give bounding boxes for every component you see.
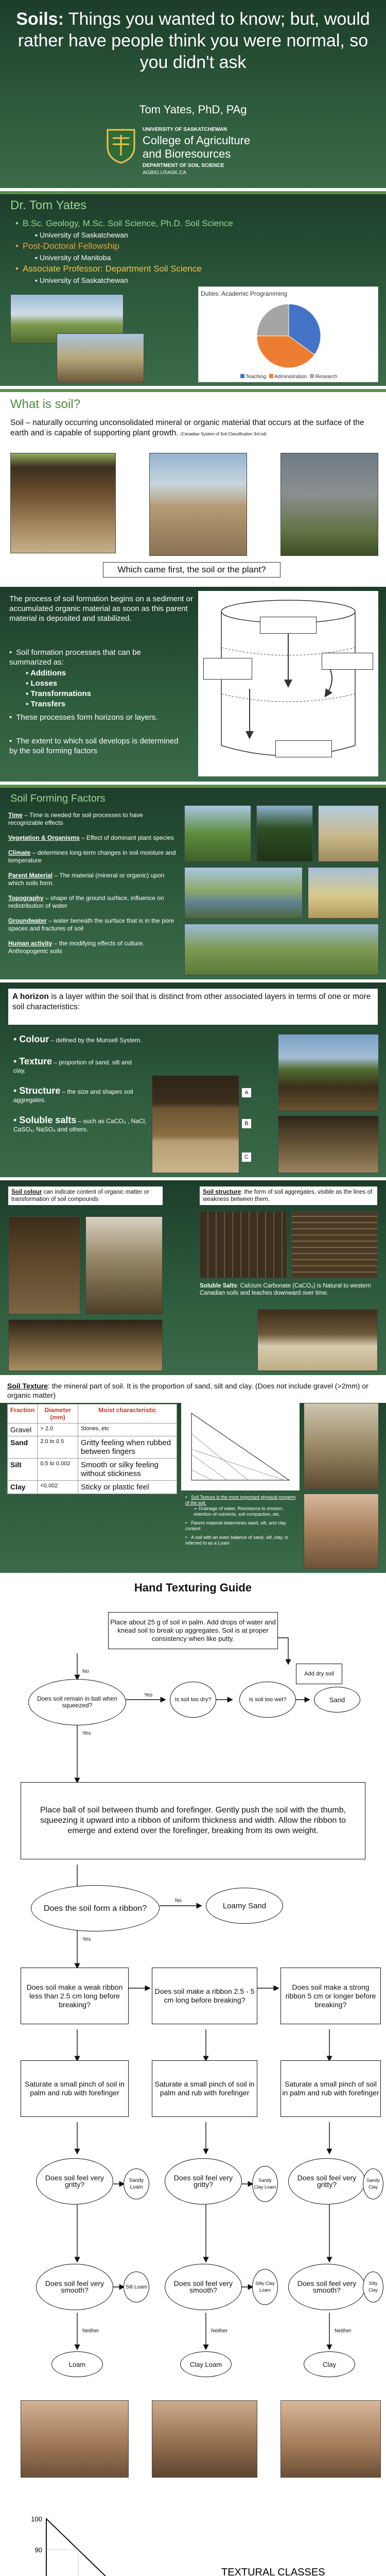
structure-photo — [200, 1211, 287, 1278]
soil-definition-citation: (Canadian System of Soil Classification 3rd ed) — [180, 432, 267, 436]
loamy-sand-oval: Loamy Sand — [206, 1888, 283, 1924]
process-losses: ▪ Losses — [26, 679, 58, 688]
bio-item-postdoc — [15, 241, 376, 252]
processes-intro-text: Soil formation processes that can be summarized as: — [9, 648, 141, 667]
remain-ball-oval: Does soil remain in ball when squeezed? — [28, 1679, 126, 1725]
texture-photo — [304, 1403, 379, 1489]
table-row: Silt 0.5 to 0.002 Smooth or silky feeling without stickiness — [8, 1459, 177, 1481]
process-list — [26, 668, 91, 709]
smooth-oval-2: Does soil feel very smooth? — [165, 2264, 242, 2310]
texture-slide — [0, 1378, 386, 1573]
title-bold: Soils: — [16, 9, 64, 29]
formation-intro: The process of soil formation begins on a sediment or accumulated organic material as soon as this parent material is deposited and stabilized. — [9, 595, 193, 623]
factors-list — [8, 811, 178, 955]
pie-chart — [199, 287, 379, 383]
small-texture-triangle — [181, 1403, 300, 1490]
colour-photo — [8, 1216, 80, 1314]
structure-photo-2 — [291, 1211, 378, 1278]
ribbon-instructions-box: Place ball of soil between thumb and forefinger. Gently push the soil with the thumb, squeezing it upward into a ribbon of uniform thickness and width. Allow the ribbon to emerge and extend over the forefinger, breaking from its own weight. — [21, 1782, 365, 1859]
horizons-text — [9, 713, 184, 722]
bio-item-professor-text: Associate Professor: Department Soil Science — [22, 264, 202, 274]
horizons-text-value: These processes form horizons or layers. — [16, 713, 158, 722]
silty-clay-loam-oval: Silty Clay Loam — [252, 2269, 278, 2305]
smooth-oval-1: Does soil feel very smooth? — [36, 2264, 113, 2310]
salts-photo — [257, 1309, 378, 1371]
deep-profile-photo — [278, 1115, 379, 1173]
process-transformations: ▪ Transformations — [26, 689, 92, 698]
silty-clay-oval: Silty Clay — [363, 2272, 383, 2302]
sand-oval: Sand — [314, 1687, 360, 1713]
process-transfers: ▪ Transfers — [26, 700, 66, 708]
process-additions: ▪ Additions — [26, 669, 66, 677]
bio-sub-degrees-text: University of Saskatchewan — [39, 231, 128, 239]
saturate-box-2: Saturate a small pinch of soil in palm and rub with forefinger — [152, 2060, 257, 2117]
y-tick-label: 100 — [31, 2515, 42, 2523]
table-row: Sand 2.0 to 0.5 Gritty feeling when rubbed between fingers — [8, 1436, 177, 1459]
factor-vegetation: Vegetation & Organisms – Effect of dominant plant species — [8, 834, 174, 841]
texture-triangle — [0, 2498, 386, 2576]
label-transfers: Transfers Organic and mineral materials moved from one layer to another — [203, 658, 252, 680]
guide-slide — [0, 1576, 386, 2576]
title-text: Things you wanted to know; but, would rather have people think you were normal, so you didn't ask — [17, 9, 370, 72]
label-losses: Losses Materials removed by leaching — [275, 740, 332, 757]
guide-title: Hand Texturing Guide — [134, 1581, 252, 1594]
author-name: Tom Yates, PhD, PAg — [139, 103, 247, 116]
extent-text — [9, 736, 184, 756]
formation-diagram — [198, 591, 378, 776]
factor-topography: Topography – shape of the ground surface, influence on redistribution of water — [8, 894, 164, 909]
label-yes-3: Yes — [82, 1937, 91, 1942]
label-neither-1: Neither — [82, 2328, 99, 2334]
horizon-label-b: B — [242, 1119, 251, 1128]
label-neither-3: Neither — [335, 2328, 352, 2334]
label-yes-2: Yes — [82, 1731, 91, 1736]
table-row: Gravel > 2.0 Stones, etc — [8, 1423, 177, 1436]
colour-structure-slide — [0, 1180, 386, 1375]
sandy-clay-loam-oval: Sandy Clay Loam — [252, 2166, 278, 2202]
bio-item-degrees-text: B.Sc. Geology, M.Sc. Soil Science, Ph.D. Soil Science — [22, 218, 233, 228]
note-importance: • Soil Texture is the most important physical property of the soil. — [185, 1495, 299, 1506]
legend-teaching: Teaching — [240, 374, 267, 380]
horizon-definition: A horizon is a layer within the soil that is distinct from other associated layers in terms of one or more soil characteristics: — [8, 989, 378, 1025]
too-dry-oval: Is soil too dry? — [170, 1682, 216, 1718]
legend-research: Research — [310, 374, 338, 380]
formation-slide — [0, 587, 386, 782]
chart-title: Duties: Academic Programming — [201, 290, 288, 297]
ribbon-photo-3 — [280, 2400, 381, 2478]
texture-table — [7, 1404, 177, 1494]
label-yes-1: Yes — [144, 1692, 153, 1698]
logo-line-college: College of Agriculture — [143, 134, 251, 147]
strong-ribbon-box: Does soil make a strong ribbon 5 cm or longer before breaking? — [280, 1968, 381, 2024]
bio-sub-postdoc-text: University of Manitoba — [39, 253, 111, 262]
horizon-label-a: A — [242, 1088, 251, 1097]
texture-triangle-svg — [0, 2498, 386, 2576]
factor-time: Time – Time is needed for soil processes to have recognizable effects — [8, 811, 143, 826]
start-box: Place about 25 g of soil in palm. Add drops of water and knead soil to break up aggregates. Soil is at proper consistency when like putty. — [108, 1612, 278, 1649]
extent-text-value: The extent to which soil develops is determined by the soil forming factors — [9, 737, 179, 755]
label-neither-2: Neither — [211, 2328, 228, 2334]
saturate-box-1: Saturate a small pinch of soil in palm and rub with forefinger — [21, 2060, 129, 2117]
char-soluble-salts: • Soluble salts – such as CaCO₃ , NaCl, CaSO₄, NaSO₄ and others. — [13, 1115, 147, 1133]
salts-text: Soluble Salts: Calcium Carbonate (CaCO₃) is Natural to western Canadian soils and leaches downward over time. — [200, 1283, 371, 1296]
forest-photo — [256, 805, 313, 862]
cliff-photo — [149, 453, 247, 556]
header-fraction: Fraction — [8, 1404, 38, 1423]
factor-groundwater: Groundwater – water beneath the surface that is in the pore spaces and fractures of soil — [8, 917, 174, 932]
too-wet-oval: Is soil too wet? — [239, 1682, 296, 1718]
add-dry-soil-box: Add dry soil — [296, 1664, 342, 1684]
prairie-photo — [318, 805, 379, 862]
factor-human-activity: Human activity – the modifying effects of culture. Anthropogenic soils — [8, 940, 145, 955]
bio-sub-degrees: ▪ University of Saskatchewan — [35, 231, 128, 239]
pond-photo — [184, 867, 303, 919]
bio-item-professor — [15, 263, 376, 275]
table-header-row — [8, 1404, 177, 1423]
form-ribbon-oval: Does the soil form a ribbon? — [31, 1885, 160, 1931]
texture-intro: Soil Texture: the mineral part of soil. It is the proportion of sand, silt and clay. (Does not include gravel (>2mm) or organic matter) — [0, 1378, 386, 1403]
gritty-oval-1: Does soil feel very gritty? — [36, 2158, 113, 2205]
texture-notes — [185, 1495, 299, 1546]
logo-line-url: AGBIO.USASK.CA — [143, 170, 187, 176]
bio-item-degrees — [15, 218, 376, 229]
char-colour: • Colour – defined by the Munsell System. — [13, 1034, 142, 1044]
gritty-oval-2: Does soil feel very gritty? — [165, 2158, 242, 2205]
hand-texture-photo — [304, 1494, 379, 1569]
logo-line-university: UNIVERSITY OF SASKATCHEWAN — [143, 127, 227, 132]
field-photo-2 — [57, 333, 144, 383]
loam-oval: Loam — [51, 2351, 103, 2377]
logo-line-department: DEPARTMENT OF SOIL SCIENCE — [143, 163, 224, 168]
shield-icon — [106, 128, 136, 164]
field-profile-photo — [278, 1034, 379, 1111]
clay-oval: Clay — [304, 2351, 355, 2377]
horizon-profile-photo — [152, 1075, 239, 1173]
char-texture: • Texture – proportion of sand, silt and clay. — [13, 1056, 132, 1074]
hill-photo — [184, 924, 379, 975]
title-slide — [0, 0, 386, 188]
structure-text: Soil structure: the form of soil aggregates, visible as the lines of weakness between them. — [200, 1187, 377, 1205]
poster-title — [15, 8, 371, 73]
field-photo-3 — [308, 867, 379, 919]
colour-photo-2 — [85, 1216, 163, 1314]
legend-administration: Administration — [269, 374, 307, 380]
header-diameter: Diameter (mm) — [38, 1404, 78, 1423]
pie-slice-research — [257, 304, 289, 336]
label-transformations: Transformations Minerals and organic matter changed within soil — [322, 653, 373, 670]
label-no-1: No — [82, 1669, 89, 1674]
table-row: Clay <0.002 Sticky or plastic feel — [8, 1481, 177, 1494]
factor-climate: Climate – determines long-term changes in soil moisture and temperature — [8, 849, 176, 864]
triangle-title: TEXTURAL CLASSES — [221, 2567, 325, 2576]
factor-parent-material: Parent Material – The material (mineral or organic) upon which soils form. — [8, 872, 165, 887]
texture-table-wrap — [7, 1404, 177, 1494]
small-triangle-svg — [181, 1403, 300, 1490]
colour-text: Soil colour can indicate content of organic matter or transformation of soil compounds — [8, 1187, 163, 1205]
medium-ribbon-box: Does soil make a ribbon 2.5 - 5 cm long before breaking? — [152, 1968, 257, 2024]
duties-chart — [198, 286, 378, 382]
label-no-2: No — [175, 1898, 182, 1904]
note-loam: • A soil with an even balance of sand, silt, clay, is referred to as a Loam — [185, 1535, 299, 1546]
header-moist: Moist characteristic — [78, 1404, 177, 1423]
tree-photo — [184, 805, 251, 862]
gritty-oval-3: Does soil feel very gritty? — [288, 2158, 365, 2205]
horizon-slide — [0, 982, 386, 1177]
horizon-label-c: C — [242, 1153, 251, 1162]
processes-intro — [9, 648, 184, 667]
smooth-oval-3: Does soil feel very smooth? — [288, 2264, 365, 2310]
soil-definition-text: Soil – naturally occurring unconsolidated mineral or organic material that occurs at the surface of the earth and is capable of supporting plant growth. — [10, 418, 364, 437]
bio-sub-postdoc: ▪ University of Manitoba — [35, 253, 111, 262]
weak-ribbon-box: Does soil make a weak ribbon less than 2.5 cm long before breaking? — [21, 1968, 129, 2024]
char-structure: • Structure – the size and shapes soil aggregates. — [13, 1086, 133, 1104]
soil-question: Which came first, the soil or the plant? — [103, 562, 280, 578]
colour-photo-3 — [8, 1319, 163, 1371]
soil-definition — [10, 418, 365, 439]
bio-sub-professor-text: University of Saskatchewan — [39, 276, 128, 284]
slide-top-bar — [0, 191, 386, 194]
chart-legend — [199, 374, 379, 380]
ribbon-photo-2 — [152, 2400, 257, 2478]
bio-sub-professor: ▪ University of Saskatchewan — [35, 276, 128, 284]
y-tick-label: 90 — [34, 2546, 42, 2554]
what-title: What is soil? — [10, 397, 81, 411]
silt-loam-oval: Silt Loam — [124, 2272, 149, 2302]
label-additions: Additions Organic materials added above and below surface — [260, 617, 317, 634]
bio-item-postdoc-text: Post-Doctoral Fellowship — [22, 241, 119, 251]
note-effects: ➢ Drainage of water, Resistance to erosion, retention of nutrients, soil compaction, etc. — [194, 1506, 284, 1517]
ribbon-photo-1 — [21, 2400, 129, 2478]
rock-photo — [280, 453, 378, 556]
small-triangle-title: TEXTURAL CLASSES — [227, 1405, 269, 1410]
bio-list — [15, 218, 376, 286]
slide-top-bar — [0, 785, 386, 788]
saturate-box-3: Saturate a small pinch of soil in palm and rub with forefinger — [280, 2060, 381, 2117]
bio-title: Dr. Tom Yates — [10, 198, 87, 212]
bio-slide — [0, 191, 386, 386]
sandy-loam-oval: Sandy Loam — [124, 2168, 149, 2199]
factors-slide — [0, 785, 386, 979]
factors-title: Soil Forming Factors — [10, 793, 106, 804]
sandy-clay-oval: Sandy Clay — [363, 2168, 383, 2199]
note-parent: • Parent material determines sand, silt, and clay content — [185, 1520, 299, 1532]
what-is-soil-slide — [0, 389, 386, 584]
soil-profile-photo — [10, 453, 116, 553]
clay-loam-oval: Clay Loam — [180, 2351, 232, 2377]
logo-line-bioresources: and Bioresources — [143, 147, 231, 160]
college-logo — [106, 124, 280, 180]
